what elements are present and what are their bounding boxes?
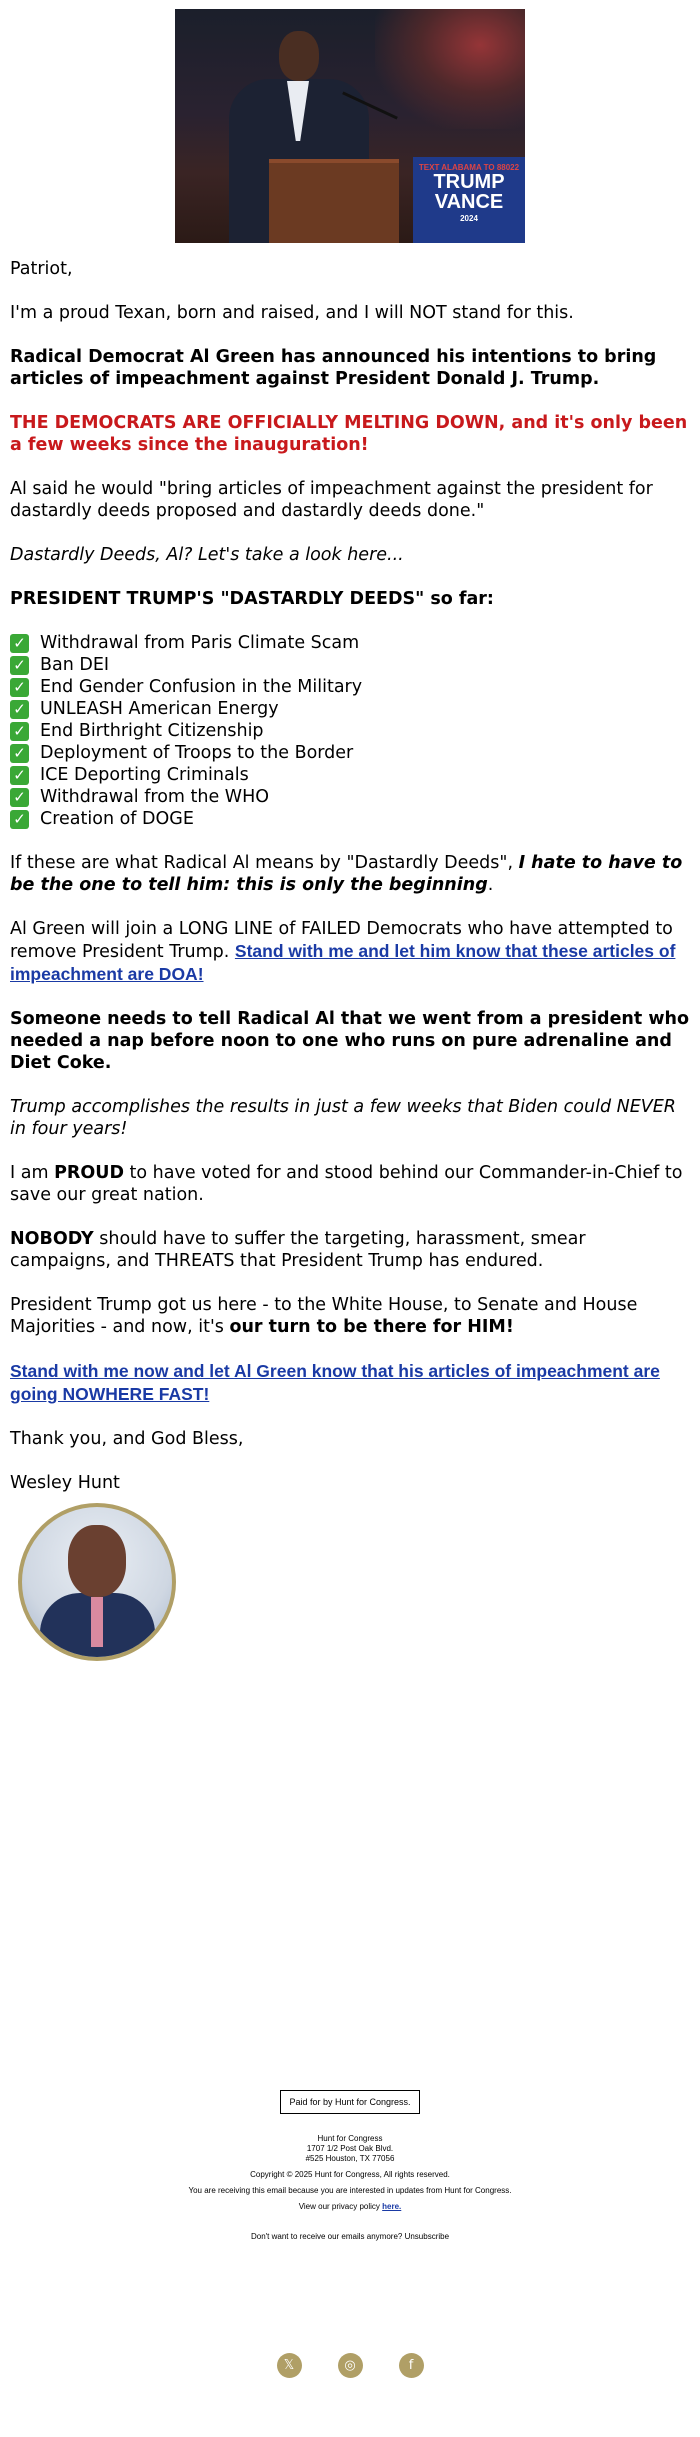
instagram-icon[interactable]: ◎ <box>338 2353 363 2378</box>
deed-label: Creation of DOGE <box>40 809 194 829</box>
deed-label: End Birthright Citizenship <box>40 721 264 741</box>
footer <box>0 2090 700 2248</box>
text-span: Al Green will join a LONG LINE of FAILED Democrats who have attempted to remove President Trump. <box>10 919 673 962</box>
text-span: . <box>487 875 494 895</box>
list-item <box>10 720 690 742</box>
sign-name-trump: TRUMP <box>433 171 505 193</box>
speaker-head <box>279 31 319 81</box>
emphasis-text: NOBODY <box>10 1229 94 1249</box>
sign-name-vance: VANCE <box>434 191 504 213</box>
text-span: President Trump got us here - to the White House, to Senate and House Majorities - and now, it's <box>10 1295 638 1337</box>
deed-label: ICE Deporting Criminals <box>40 765 249 785</box>
hero-image <box>175 9 525 243</box>
doa-link[interactable]: Stand with me and let him know that these articles of impeachment are DOA! <box>10 941 676 984</box>
list-item <box>10 654 690 676</box>
checkmark-icon: ✓ <box>10 810 29 829</box>
paragraph-dastardly-deeds: Dastardly Deeds, Al? Let's take a look here... <box>10 545 404 565</box>
checkmark-icon: ✓ <box>10 700 29 719</box>
portrait-tie <box>91 1597 103 1647</box>
copyright: Copyright © 2025 Hunt for Congress, All rights reserved. <box>250 2170 450 2179</box>
checkmark-icon: ✓ <box>10 656 29 675</box>
unsubscribe-line[interactable]: Don't want to receive our emails anymore? Unsubscribe <box>250 2232 450 2241</box>
list-item <box>10 808 690 830</box>
paragraph-our-turn <box>10 1294 690 1338</box>
checkmark-icon: ✓ <box>10 744 29 763</box>
deeds-heading: PRESIDENT TRUMP'S "DASTARDLY DEEDS" so far: <box>10 589 494 609</box>
list-item <box>10 742 690 764</box>
privacy-link[interactable]: here. <box>382 2202 402 2211</box>
text-span: should have to suffer the targeting, harassment, smear campaigns, and THREATS that President Trump has endured. <box>10 1229 586 1271</box>
paragraph-melting-down: THE DEMOCRATS ARE OFFICIALLY MELTING DOWN, and it's only been a few weeks since the inauguration! <box>10 413 688 455</box>
podium <box>269 159 399 243</box>
avatar <box>18 1503 176 1661</box>
sign-year: 2024 <box>460 214 478 223</box>
address-line-2: #525 Houston, TX 77056 <box>305 2154 395 2163</box>
org-name: Hunt for Congress <box>317 2134 383 2143</box>
campaign-sign <box>413 157 525 243</box>
checkmark-icon: ✓ <box>10 766 29 785</box>
emphasis-text: I hate to have to be the one to tell him: this is only the beginning <box>10 853 683 895</box>
crowd-background <box>375 9 525 129</box>
text-span: to have voted for and stood behind our Commander-in-Chief to save our great nation. <box>10 1163 683 1205</box>
text-span: I am <box>10 1163 55 1183</box>
deed-label: Withdrawal from the WHO <box>40 787 270 807</box>
deed-label: Deployment of Troops to the Border <box>40 743 354 763</box>
list-item <box>10 632 690 654</box>
emphasis-text: PROUD <box>54 1163 124 1183</box>
privacy-line <box>0 2202 700 2212</box>
nowhere-fast-link[interactable]: Stand with me now and let Al Green know that his articles of impeachment are going NOWHERE FAST! <box>10 1361 660 1404</box>
paragraph-proud-texan: I'm a proud Texan, born and raised, and I will NOT stand for this. <box>10 303 574 323</box>
paragraph-nobody <box>10 1228 690 1272</box>
list-item <box>10 698 690 720</box>
paragraph-announcement: Radical Democrat Al Green has announced his intentions to bring articles of impeachment against President Donald J. Trump. <box>10 347 657 389</box>
paragraph-only-beginning <box>10 852 690 896</box>
paragraph-long-line <box>10 918 690 986</box>
list-item <box>10 764 690 786</box>
paragraph-accomplishments: Trump accomplishes the results in just a few weeks that Biden could NEVER in four years! <box>10 1097 676 1139</box>
checkmark-icon: ✓ <box>10 634 29 653</box>
deed-label: End Gender Confusion in the Military <box>40 677 363 697</box>
social-links <box>0 2353 700 2378</box>
x-twitter-icon[interactable]: 𝕏 <box>277 2353 302 2378</box>
receiving-notice: You are receiving this email because you are interested in updates from Hunt for Congress. <box>188 2186 512 2195</box>
deeds-list <box>10 632 690 830</box>
portrait-face <box>68 1525 126 1597</box>
list-item <box>10 786 690 808</box>
paragraph-cta <box>10 1360 690 1406</box>
privacy-text: View our privacy policy <box>298 2202 383 2211</box>
paragraph-quote: Al said he would "bring articles of impeachment against the president for dastardly deeds proposed and dastardly deeds done." <box>10 479 653 521</box>
closing: Thank you, and God Bless, <box>10 1429 244 1449</box>
sign-small-text: TEXT ALABAMA TO 88022 <box>418 163 520 172</box>
checkmark-icon: ✓ <box>10 722 29 741</box>
signature: Wesley Hunt <box>10 1473 120 1493</box>
paragraph-proud-voter <box>10 1162 690 1206</box>
deed-label: Withdrawal from Paris Climate Scam <box>40 633 360 653</box>
deed-label: UNLEASH American Energy <box>40 699 279 719</box>
letter-body <box>10 258 690 1516</box>
emphasis-text: our turn to be there for HIM! <box>229 1317 514 1337</box>
text-span: If these are what Radical Al means by "Dastardly Deeds", <box>10 853 519 873</box>
paragraph-nap-before-noon: Someone needs to tell Radical Al that we went from a president who needed a nap before noon to one who runs on pure adrenaline and Diet Coke. <box>10 1009 689 1073</box>
checkmark-icon: ✓ <box>10 788 29 807</box>
paid-for-box: Paid for by Hunt for Congress. <box>280 2090 419 2114</box>
greeting: Patriot, <box>10 259 73 279</box>
facebook-icon[interactable]: f <box>399 2353 424 2378</box>
checkmark-icon: ✓ <box>10 678 29 697</box>
address-line-1: 1707 1/2 Post Oak Blvd. <box>306 2144 394 2153</box>
deed-label: Ban DEI <box>40 655 110 675</box>
list-item <box>10 676 690 698</box>
